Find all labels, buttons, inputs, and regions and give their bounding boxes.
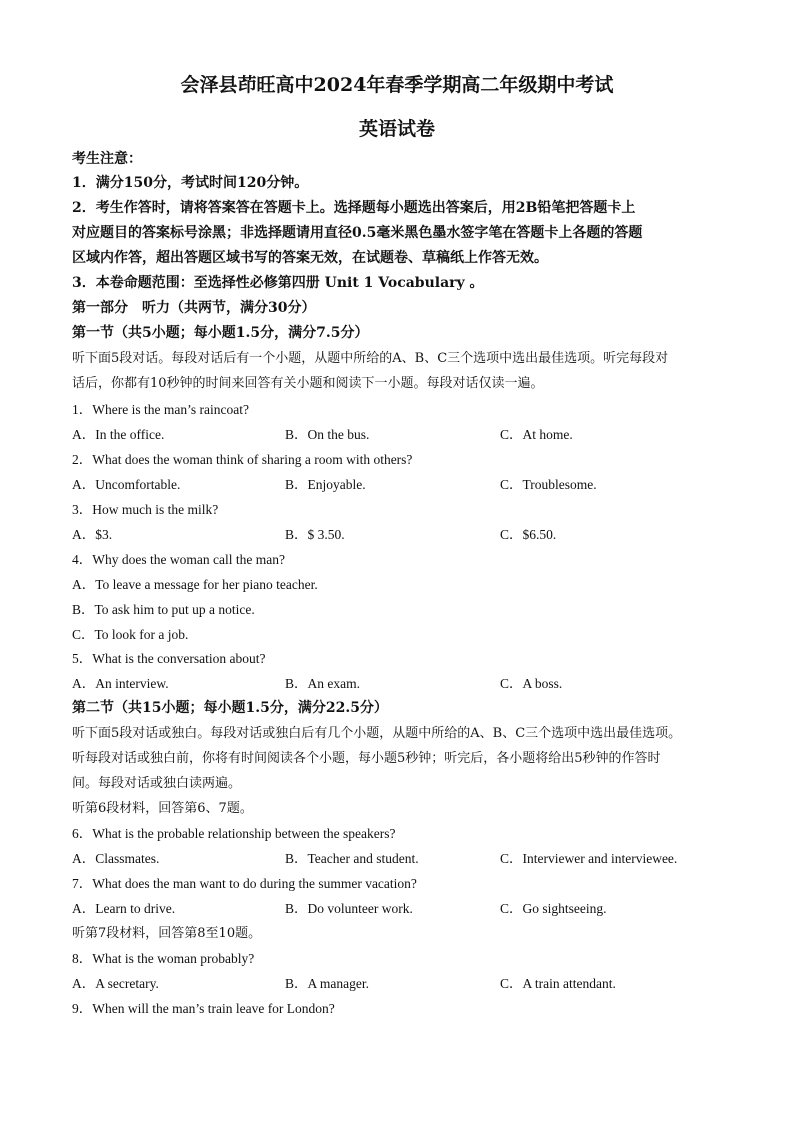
question-8-option-c: C．A train attendant.: [500, 976, 616, 991]
question-5-stem: 5．What is the conversation about?: [72, 651, 266, 666]
question-4-option-a: A．To leave a message for her piano teacher.: [72, 577, 318, 592]
question-8-option-a: A．A secretary.: [72, 976, 159, 991]
section2-instructions-1: 听下面5段对话或独白。每段对话或独白后有几个小题，从题中所给的A、B、C三个选项中选出最佳选项。: [72, 726, 682, 741]
question-4-option-c: C．To look for a job.: [72, 627, 189, 642]
question-6-option-a: A．Classmates.: [72, 851, 160, 866]
question-4-stem: 4．Why does the woman call the man?: [72, 552, 285, 567]
question-6-option-c: C．Interviewer and interviewee.: [500, 851, 678, 866]
question-7-option-c: C．Go sightseeing.: [500, 901, 607, 916]
question-1-option-c: C．At home.: [500, 427, 573, 442]
exam-subtitle: 英语试卷: [358, 118, 435, 140]
question-3-stem: 3．How much is the milk?: [72, 502, 219, 517]
section2-instructions-3: 间。每段对话或独白读两遍。: [72, 776, 242, 791]
question-8-option-b: B．A manager.: [285, 976, 369, 991]
question-5-option-b: B．An exam.: [285, 676, 360, 691]
notice-item-1: 1．满分150分，考试时间120分钟。: [72, 175, 309, 191]
notice-item-2-cont2: 区域内作答，超出答题区域书写的答案无效，在试题卷、草稿纸上作答无效。: [72, 250, 548, 266]
section1-heading: 第一节（共5小题；每小题1.5分，满分7.5分）: [72, 325, 369, 341]
question-4-option-b: B．To ask him to put up a notice.: [72, 602, 255, 617]
question-7-option-a: A．Learn to drive.: [72, 901, 176, 916]
section2-instructions-2: 听每段对话或独白前，你将有时间阅读各个小题，每小题5秒钟；听完后，各小题将给出5秒钟的作答时: [72, 751, 661, 766]
exam-title: 会泽县茚旺高中2024年春季学期高二年级期中考试: [180, 74, 614, 96]
question-2-option-b: B．Enjoyable.: [285, 477, 366, 492]
question-3-option-c: C．$6.50.: [500, 527, 557, 542]
question-2-option-a: A．Uncomfortable.: [72, 477, 181, 492]
question-1-option-a: A．In the office.: [72, 427, 165, 442]
question-3-option-a: A．$3.: [72, 527, 113, 542]
question-2-option-c: C．Troublesome.: [500, 477, 597, 492]
question-2-stem: 2．What does the woman think of sharing a room with others?: [72, 452, 413, 467]
material-6-label: 听第6段材料，回答第6、7题。: [72, 801, 253, 816]
question-1-option-b: B．On the bus.: [285, 427, 370, 442]
section1-instructions-2: 话后，你都有10秒钟的时间来回答有关小题和阅读下一小题。每段对话仅读一遍。: [72, 376, 544, 391]
question-6-stem: 6．What is the probable relationship between the speakers?: [72, 826, 396, 841]
notice-heading: 考生注意：: [72, 151, 142, 167]
question-5-option-c: C．A boss.: [500, 676, 563, 691]
part1-heading: 第一部分 听力（共两节，满分30分）: [72, 300, 316, 316]
question-6-option-b: B．Teacher and student.: [285, 851, 419, 866]
section2-heading: 第二节（共15小题；每小题1.5分，满分22.5分）: [72, 700, 388, 716]
question-5-option-a: A．An interview.: [72, 676, 169, 691]
section1-instructions-1: 听下面5段对话。每段对话后有一个小题，从题中所给的A、B、C三个选项中选出最佳选项。听完每段对: [72, 351, 669, 366]
question-7-stem: 7．What does the man want to do during the summer vacation?: [72, 876, 417, 891]
question-9-stem: 9．When will the man’s train leave for London?: [72, 1001, 335, 1016]
notice-item-3: 3．本卷命题范围：至选择性必修第四册 Unit 1 Vocabulary 。: [72, 275, 484, 291]
question-3-option-b: B．$ 3.50.: [285, 527, 345, 542]
notice-item-2: 2．考生作答时，请将答案答在答题卡上。选择题每小题选出答案后，用2B铅笔把答题卡上: [72, 200, 636, 216]
question-8-stem: 8．What is the woman probably?: [72, 951, 255, 966]
question-1-stem: 1．Where is the man’s raincoat?: [72, 402, 249, 417]
notice-item-2-cont: 对应题目的答案标号涂黑；非选择题请用直径0.5毫米黑色墨水签字笔在答题卡上各题的答题: [72, 225, 643, 241]
question-7-option-b: B．Do volunteer work.: [285, 901, 413, 916]
material-7-label: 听第7段材料，回答第8至10题。: [72, 926, 262, 941]
